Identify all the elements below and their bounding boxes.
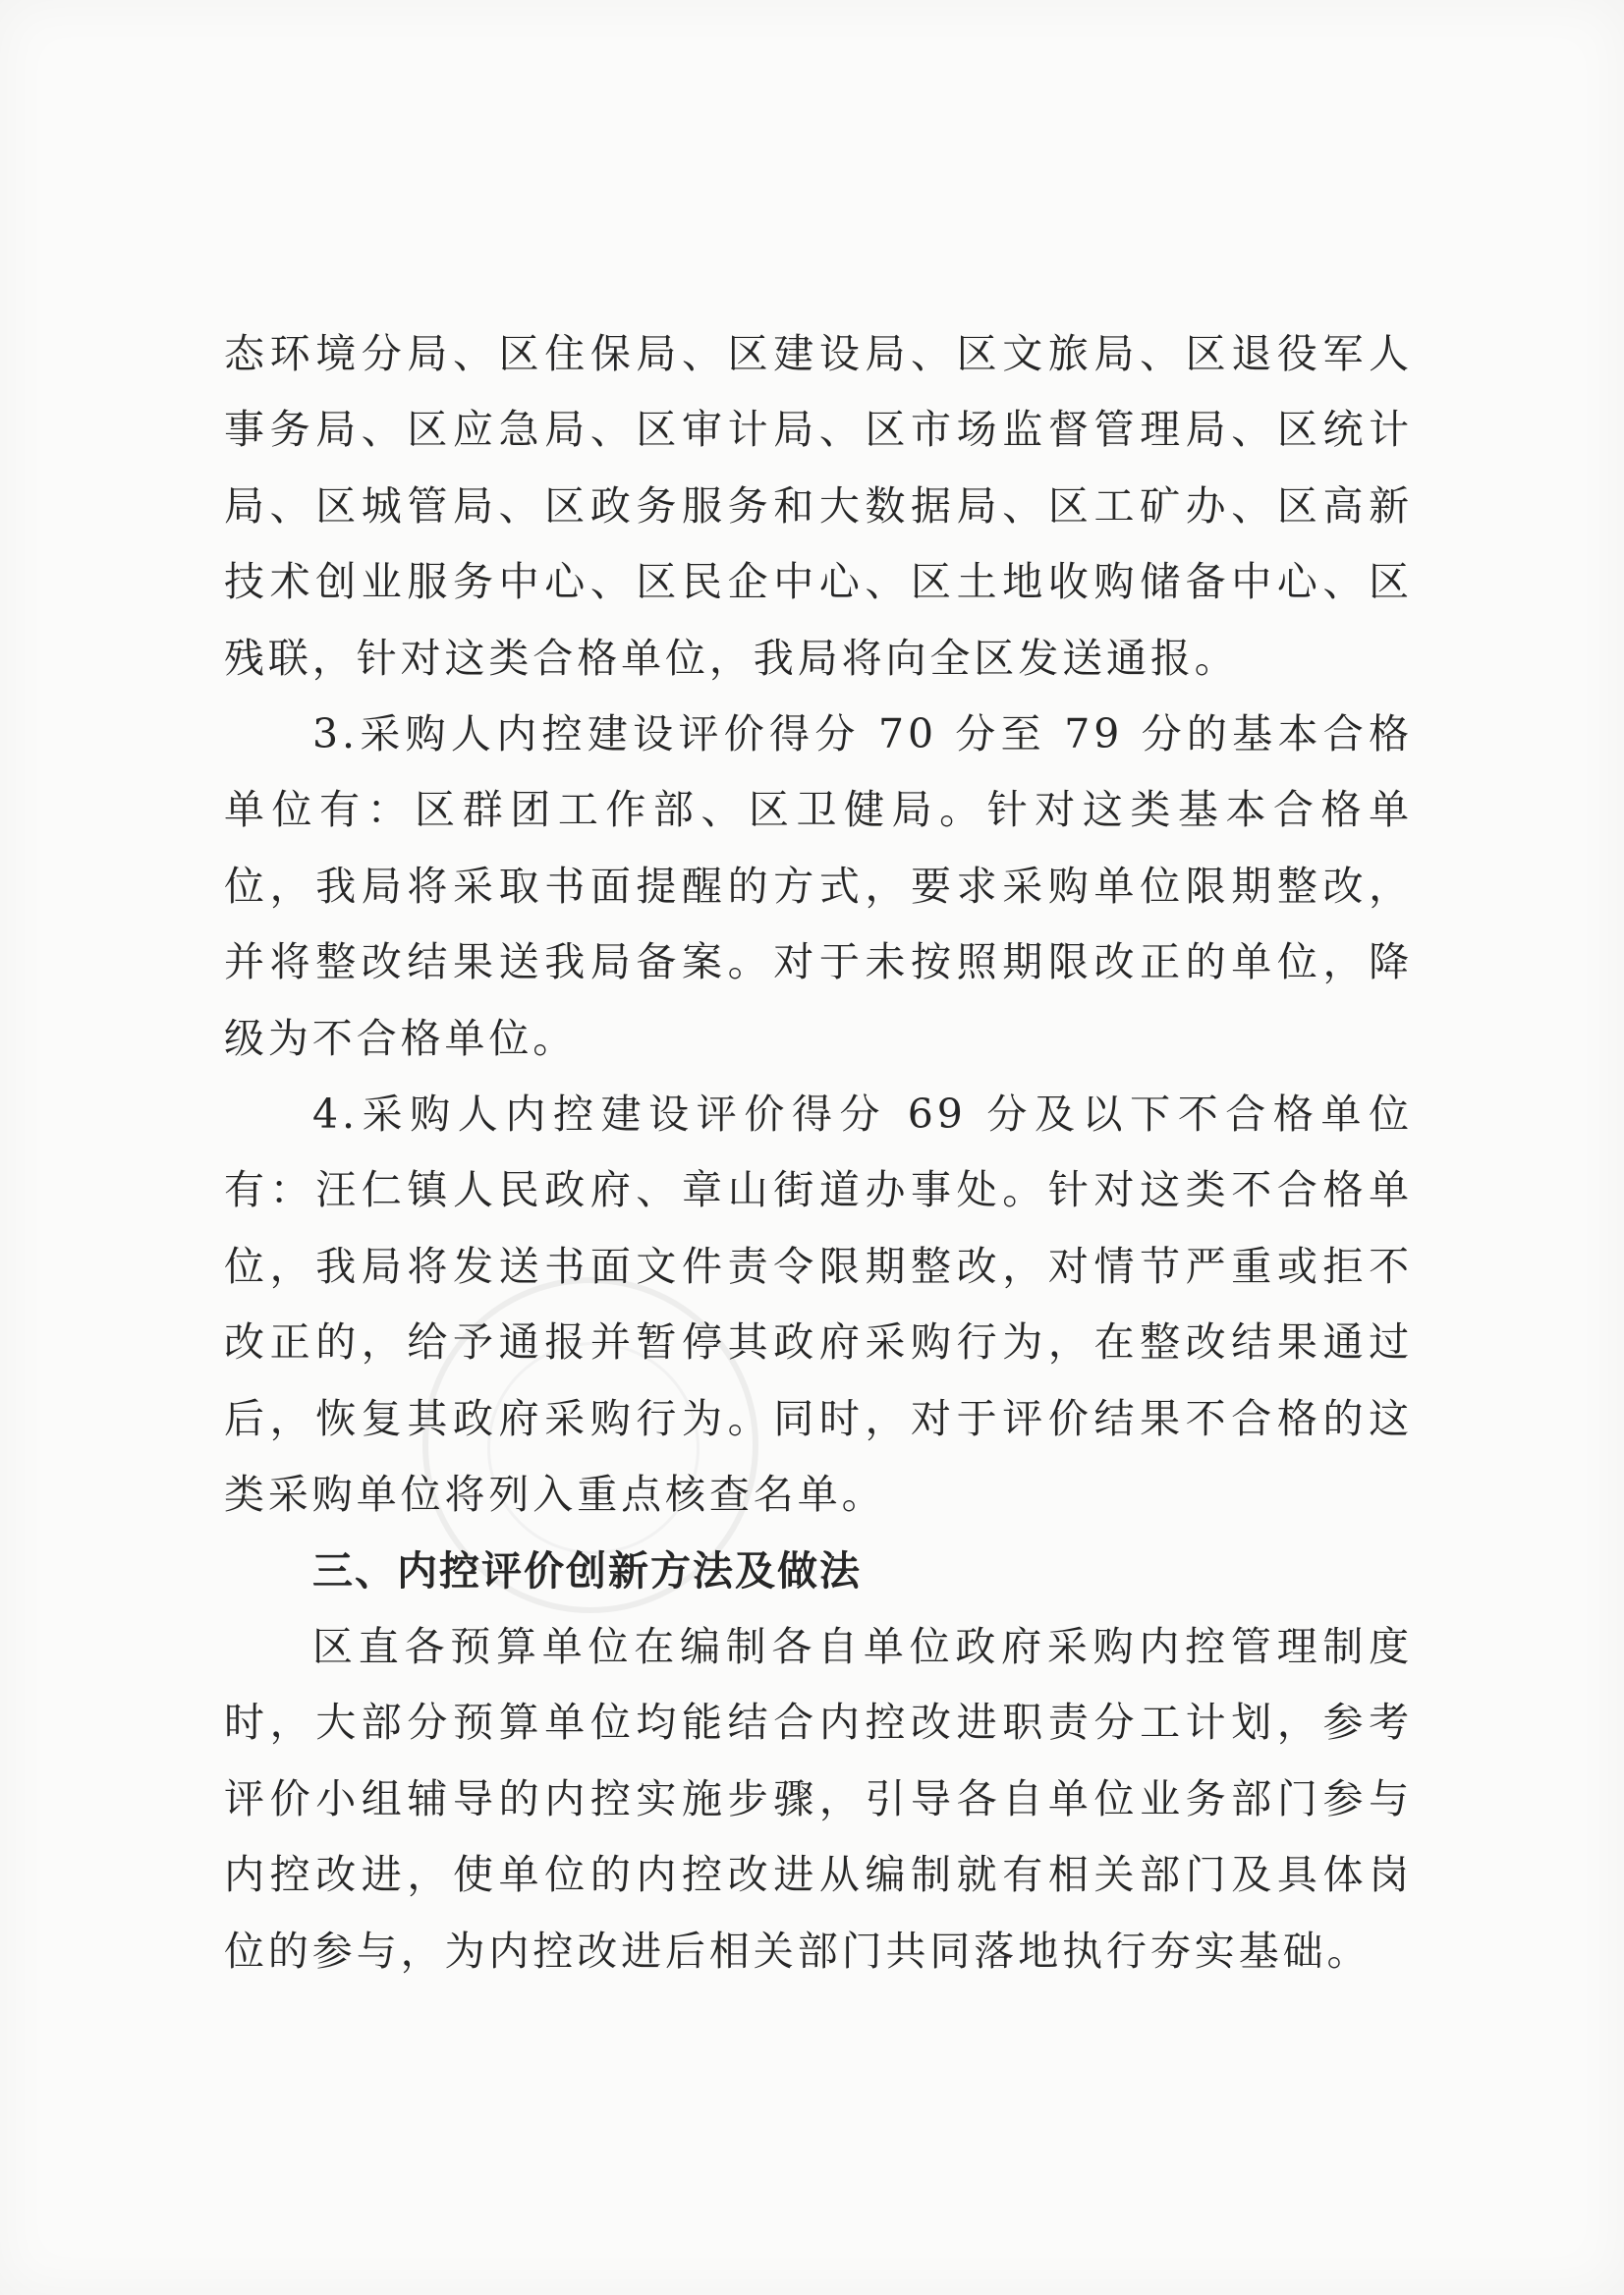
paragraph-basic-qualified-units: 3.采购人内控建设评价得分 70 分至 79 分的基本合格单位有：区群团工作部、区卫健局。针对这类基本合格单位，我局将采取书面提醒的方式，要求采购单位限期整改，并将整改结果送我局备案。对于未按照期限改正的单位，降级为不合格单位。 xyxy=(224,710,1413,1062)
paragraph-qualified-units-continuation: 态环境分局、区住保局、区建设局、区文旅局、区退役军人事务局、区应急局、区审计局、区市场监督管理局、区统计局、区城管局、区政务服务和大数据局、区工矿办、区高新技术创业服务中心、区民企中心、区土地收购储备中心、区残联，针对这类合格单位，我局将向全区发送通报。 xyxy=(224,330,1413,682)
document-body xyxy=(224,316,1413,1989)
paragraph-unqualified-units: 4.采购人内控建设评价得分 69 分及以下不合格单位有：汪仁镇人民政府、章山街道办事处。针对这类不合格单位，我局将发送书面文件责令限期整改，对情节严重或拒不改正的，给予通报并暂停其政府采购行为，在整改结果通过后，恢复其政府采购行为。同时，对于评价结果不合格的这类采购单位将列入重点核查名单。 xyxy=(224,1091,1413,1519)
section-heading-innovation: 三、内控评价创新方法及做法 xyxy=(312,1546,862,1595)
paragraph-innovation-methods: 区直各预算单位在编制各自单位政府采购内控管理制度时，大部分预算单位均能结合内控改进职责分工计划，参考评价小组辅导的内控实施步骤，引导各自单位业务部门参与内控改进，使单位的内控改进从编制就有相关部门及具体岗位的参与，为内控改进后相关部门共同落地执行夯实基础。 xyxy=(224,1622,1413,1975)
